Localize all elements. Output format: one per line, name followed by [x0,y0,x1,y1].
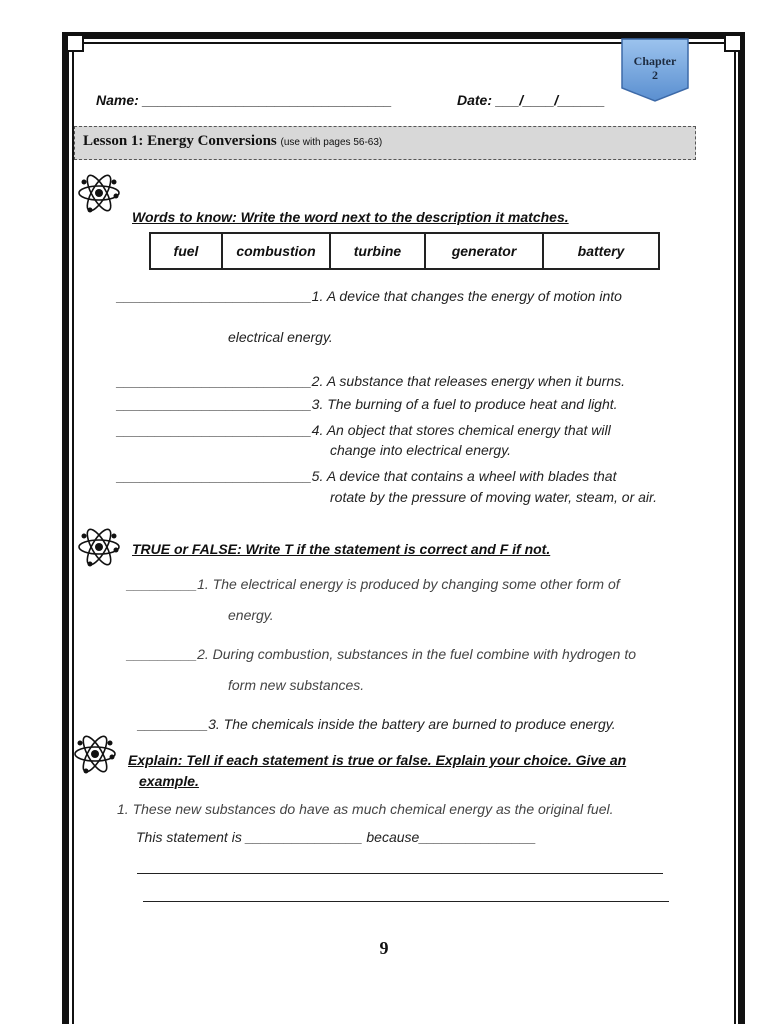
answer-line[interactable] [137,873,663,874]
page-border-left [62,36,69,1024]
word-bank-cell: turbine [330,233,425,269]
answer-line[interactable] [143,901,669,902]
border-corner-right [724,34,742,52]
word-bank-cell: battery [543,233,659,269]
border-corner-left [66,34,84,52]
page-border-right-inner [734,36,736,1024]
vocab-item: _________________________1. A device that changes the energy of motion into [117,288,622,304]
tf-instruction: TRUE or FALSE: Write T if the statement is correct and F if not. [132,541,551,557]
tf-item-continued: form new substances. [228,677,365,693]
tf-item: _________2. During combustion, substances in the fuel combine with hydrogen to [127,646,636,662]
explain-prompt[interactable]: This statement is _______________ because_______________ [136,829,537,845]
atom-icon [76,524,122,570]
explain-item: 1. These new substances do have as much chemical energy as the original fuel. [117,801,614,817]
atom-icon [72,731,118,777]
vocab-item-continued: electrical energy. [228,329,333,345]
vocab-item: _________________________4. An object that stores chemical energy that will [117,422,611,438]
name-field: Name: ________________________________ [96,92,392,108]
lesson-title: Lesson 1: Energy Conversions (use with pages 56-63) [83,133,383,149]
vocab-item: _________________________2. A substance that releases energy when it burns. [117,373,626,389]
answer-blank[interactable]: _________________________ [117,396,312,412]
words-instruction: Words to know: Write the word next to the description it matches. [132,209,569,225]
vocab-item: _________________________3. The burning of a fuel to produce heat and light. [117,396,618,412]
vocab-item: _________________________5. A device that contains a wheel with blades that [117,468,617,484]
explain-instruction: Explain: Tell if each statement is true or false. Explain your choice. Give an [128,752,627,768]
answer-blank[interactable]: _________ [127,576,198,592]
answer-blank[interactable]: _________________________ [117,373,312,389]
chapter-label: Chapter 2 [633,54,677,82]
tf-item: _________1. The electrical energy is produced by changing some other form of [127,576,620,592]
tf-item-continued: energy. [228,607,274,623]
word-bank-cell: combustion [222,233,330,269]
tf-item: _________3. The chemicals inside the battery are burned to produce energy. [138,716,616,732]
answer-blank[interactable]: _________________________ [117,288,312,304]
lesson-subtitle: (use with pages 56-63) [280,137,383,148]
word-bank-table [149,232,660,270]
vocab-item-continued: change into electrical energy. [330,442,512,458]
page-border-left-inner [72,36,74,1024]
answer-blank[interactable]: _________________________ [117,422,312,438]
word-bank-cell: generator [425,233,543,269]
page-number: 9 [379,938,389,958]
atom-icon [76,170,122,216]
answer-blank[interactable]: _________ [127,646,198,662]
explain-instruction-continued: example. [139,773,199,789]
answer-blank[interactable]: _________________________ [117,468,312,484]
vocab-item-continued: rotate by the pressure of moving water, steam, or air. [330,489,658,505]
date-field: Date: ___/____/______ [457,92,605,108]
answer-blank[interactable]: _________ [138,716,209,732]
word-bank-cell: fuel [150,233,222,269]
page-border-right [738,36,745,1024]
